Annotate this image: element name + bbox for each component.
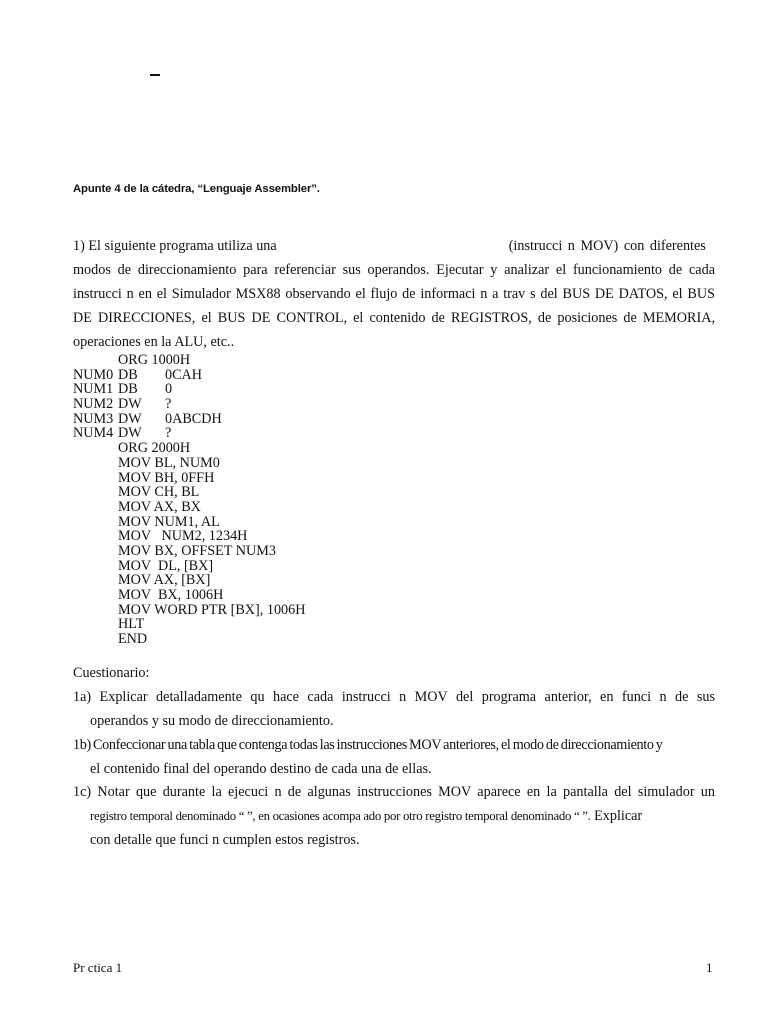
questionnaire-title: Cuestionario:: [73, 665, 150, 681]
code-label: NUM2: [73, 396, 114, 413]
question-1c-line-1: 1c) Notar que durante la ejecuci n de algunas instrucciones MOV aparece en la pantalla del simulador un: [73, 784, 715, 800]
code-line: [73, 573, 305, 588]
intro-line-1-end: (instrucci n MOV) con diferentes: [508, 238, 706, 254]
code-line: [73, 529, 305, 544]
code-line: [73, 426, 305, 441]
code-line: [73, 588, 305, 603]
code-instruction: MOV AX, [BX]: [118, 572, 211, 589]
code-instruction: MOV NUM1, AL: [118, 513, 220, 530]
code-instruction: END: [118, 631, 148, 648]
code-line: [73, 397, 305, 412]
code-operand: 0: [165, 381, 173, 398]
code-line: [73, 382, 305, 397]
question-1a-line-1: 1a) Explicar detalladamente qu hace cada instrucci n MOV del programa anterior, en funci n de sus: [73, 689, 715, 705]
question-1b-line-1: 1b) Confeccionar una tabla que contenga todas las instrucciones MOV anteriores, el modo de direccionamiento y: [73, 737, 663, 753]
document-subtitle: Apunte 4 de la cátedra, “Lenguaje Assembler”.: [73, 183, 320, 195]
intro-line-1-start: 1) El siguiente programa utiliza una: [73, 238, 277, 254]
code-line: [73, 603, 305, 618]
code-mnemonic: ORG: [118, 440, 152, 457]
code-line: [73, 500, 305, 515]
exercise-intro: [73, 234, 715, 354]
code-line: [73, 617, 305, 632]
code-line: [73, 368, 305, 383]
code-operand: 0ABCDH: [165, 410, 222, 427]
question-1c-line-3: con detalle que funci n cumplen estos registros.: [90, 832, 360, 848]
code-mnemonic: ORG: [118, 352, 152, 368]
code-line: [73, 456, 305, 471]
code-operand: 2000H: [151, 440, 191, 457]
code-instruction: MOV AX, BX: [118, 498, 201, 515]
question-1c: [73, 780, 715, 852]
footer-page-number: 1: [706, 960, 713, 975]
code-line: [73, 544, 305, 559]
code-instruction: MOV CH, BL: [118, 484, 200, 501]
code-line: [73, 515, 305, 530]
code-line: [73, 353, 305, 368]
question-1c-line-2-end: Explicar: [594, 808, 643, 824]
code-instruction: MOV DL, [BX]: [118, 557, 214, 574]
code-label: NUM1: [73, 381, 114, 398]
footer-practice-label: Pr ctica 1: [73, 960, 123, 975]
question-1b-line-2: el contenido final del operando destino de cada una de ellas.: [90, 761, 432, 777]
code-line: [73, 471, 305, 486]
intro-line-5: operaciones en la ALU, etc..: [73, 334, 235, 350]
code-label: NUM0: [73, 366, 114, 383]
intro-line-2: modos de direccionamiento para referenciar sus operandos. Ejecutar y analizar el funcionamiento de cada: [73, 262, 715, 278]
code-instruction: MOV WORD PTR [BX], 1006H: [118, 601, 306, 618]
intro-line-4: DE DIRECCIONES, el BUS DE CONTROL, el contenido de REGISTROS, de posiciones de MEMORIA,: [73, 310, 715, 326]
code-operand: ?: [165, 396, 172, 413]
code-label: NUM4: [73, 425, 114, 442]
code-instruction: MOV BX, 1006H: [118, 587, 224, 603]
assembly-code-listing: [73, 353, 305, 647]
header-dash: [150, 74, 160, 76]
code-instruction: MOV BH, 0FFH: [118, 469, 215, 486]
question-1c-line-2-start: registro temporal denominado “ ”, en ocasiones acompa ado por otro registro temporal denominado “ ”.: [90, 809, 591, 823]
intro-line-1: [73, 234, 715, 258]
question-1c-line-2: [73, 804, 715, 828]
code-line: [73, 632, 305, 647]
code-instruction: MOV BX, OFFSET NUM3: [118, 542, 276, 559]
code-line: [73, 485, 305, 500]
code-line: [73, 441, 305, 456]
question-1b: [73, 733, 715, 781]
code-line: [73, 412, 305, 427]
code-instruction: MOV BL, NUM0: [118, 454, 220, 471]
code-mnemonic: DB: [118, 366, 138, 383]
question-1a: [73, 685, 715, 733]
code-line: [73, 559, 305, 574]
code-mnemonic: DW: [118, 410, 142, 427]
code-mnemonic: DB: [118, 381, 138, 398]
code-instruction: MOV NUM2, 1234H: [118, 528, 248, 545]
question-1a-line-2: operandos y su modo de direccionamiento.: [90, 713, 334, 729]
code-mnemonic: DW: [118, 425, 142, 442]
code-operand: 0CAH: [165, 366, 203, 383]
code-operand: 1000H: [151, 352, 191, 368]
code-label: NUM3: [73, 410, 114, 427]
code-instruction: HLT: [118, 616, 145, 633]
code-operand: ?: [165, 425, 172, 442]
intro-line-3: instrucci n en el Simulador MSX88 observando el flujo de informaci n a trav s del BUS DE DATOS, el BUS: [73, 286, 715, 302]
code-mnemonic: DW: [118, 396, 142, 413]
